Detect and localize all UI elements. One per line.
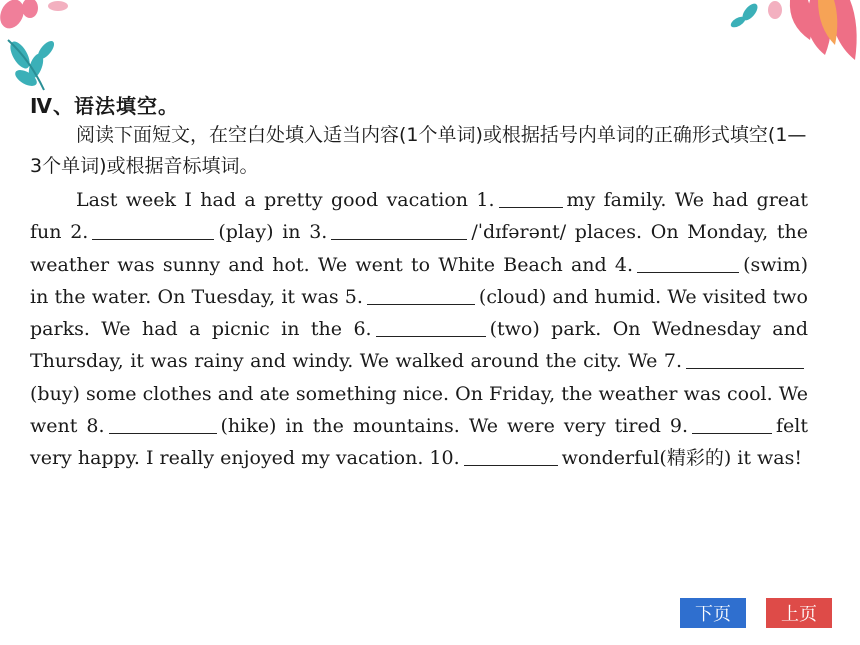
passage-text: (two) park. On Wednesday and Thursday, it was rainy and windy. We walked around the city. We 7. [30,318,808,373]
leaf-decoration-icon [0,0,80,95]
blank-3[interactable] [331,221,467,240]
passage [30,184,808,475]
passage-text: (cloud) and humid. We visited two parks. We had a picnic in the 6. [30,285,808,341]
passage-text: (play) in 3. [218,221,328,244]
flower-decoration-icon [730,0,860,75]
section-heading: Ⅳ、语法填空。 [30,94,179,118]
instructions: 阅读下面短文，在空白处填入适当内容(1个单词)或根据括号内单词的正确形式填空(1—3个单词)或根据音标填词。 [30,124,807,177]
passage-text: (swim) in the water. On Tuesday, it was 5. [30,253,808,308]
blank-9[interactable] [692,415,772,434]
blank-2[interactable] [92,221,214,240]
passage-text: (hike) in the mountains. We were very tired 9. [220,415,689,438]
blank-5[interactable] [367,286,475,305]
passage-text: my family. We had great fun 2. [30,189,809,244]
passage-text: Last week I had a pretty good vacation 1. [76,189,495,211]
blank-7[interactable] [686,350,804,369]
passage-text: felt very happy. I really enjoyed my vacation. 10. [30,415,809,470]
blank-1[interactable] [499,189,563,208]
next-page-button[interactable]: 下页 [680,598,746,628]
passage-text: /ˈdɪfərənt/ places. On Monday, the weather was sunny and hot. We went to White Beach and 4. [30,221,808,276]
blank-4[interactable] [637,254,739,273]
previous-page-button[interactable]: 上页 [766,598,832,628]
blank-6[interactable] [376,318,486,337]
blank-8[interactable] [109,415,217,434]
passage-text: (buy) some clothes and ate something nice. On Friday, the weather was cool. We went 8. [30,382,808,438]
passage-text: wonderful(精彩的) it was! [561,447,803,470]
blank-10[interactable] [464,447,558,466]
